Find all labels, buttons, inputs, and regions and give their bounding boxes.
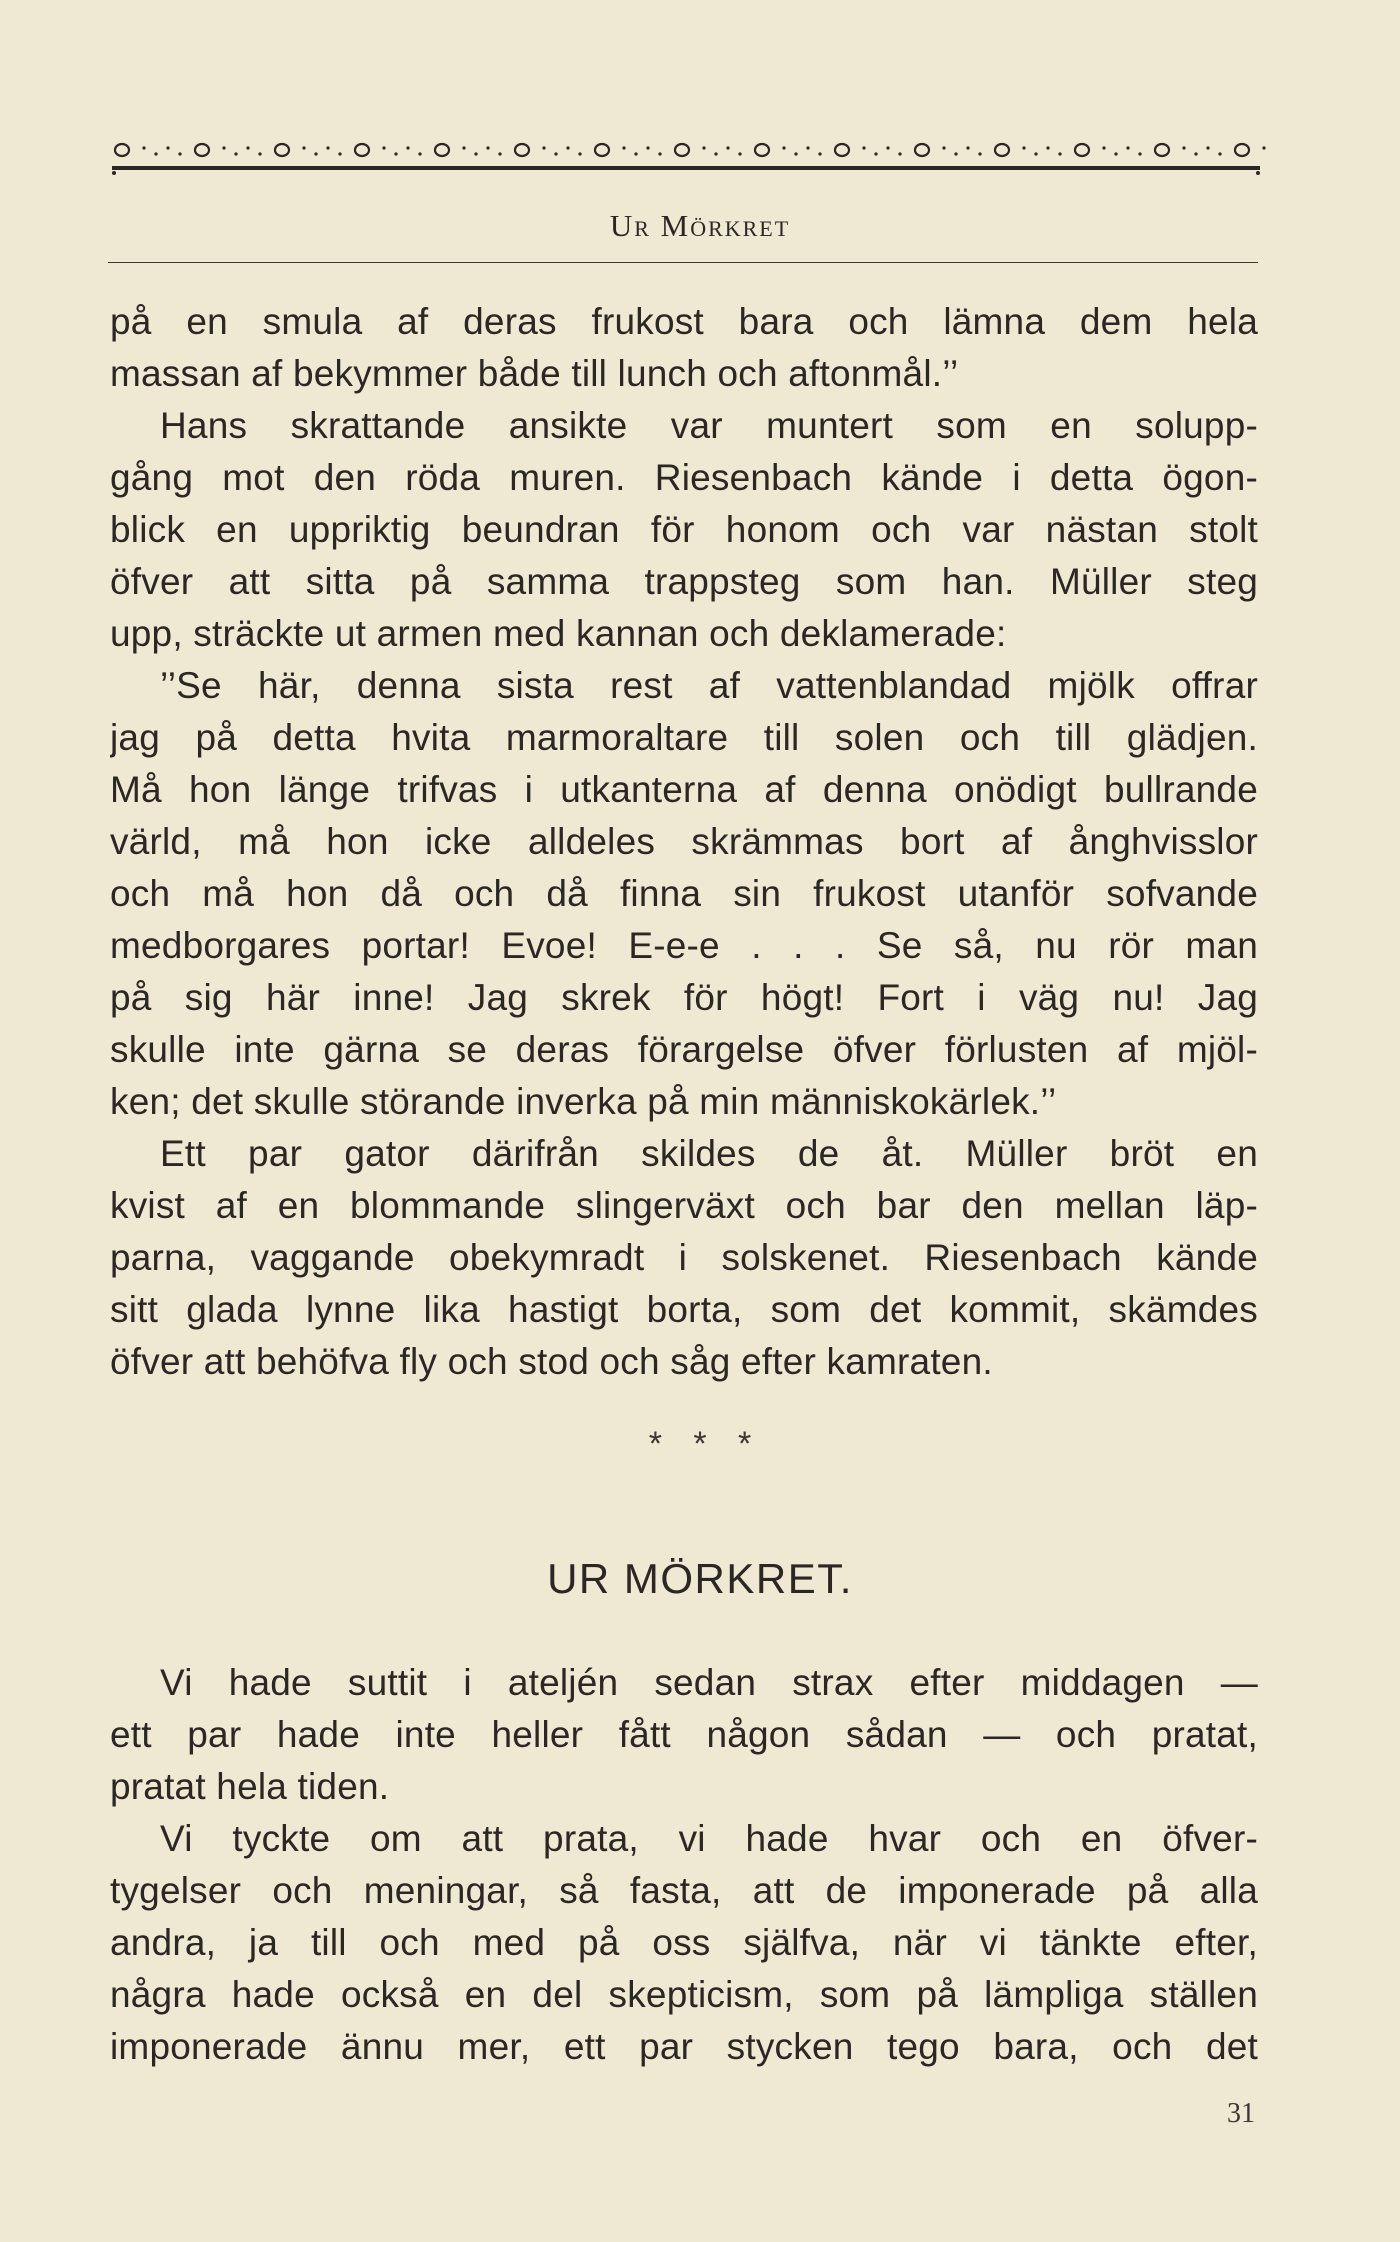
running-head: Ur Mörkret (609, 208, 791, 243)
text-line: Vi hade suttit i ateljén sedan strax efter middagen — (160, 1662, 1258, 1703)
text-line: tygelser och meningar, så fasta, att de imponerade på alla (110, 1870, 1258, 1911)
text-line: kvist af en blommande slingerväxt och bar den mellan läp- (110, 1185, 1258, 1226)
chain-border-ornament-icon (108, 128, 1266, 180)
text-block-top (110, 296, 1258, 1388)
text-line: ’’Se här, denna sista rest af vattenblandad mjölk offrar (160, 665, 1258, 706)
text-block-bottom (110, 1657, 1258, 2073)
text-line: massan af bekymmer både till lunch och aftonmål.’’ (110, 353, 959, 394)
text-line: några hade också en del skepticism, som på lämpliga ställen (110, 1974, 1258, 2015)
section-separator: * * * (648, 1425, 752, 1463)
text-line: Må hon länge trifvas i utkanterna af denna onödigt bullrande (110, 769, 1258, 810)
text-line: blick en uppriktig beundran för honom och var nästan stolt (110, 509, 1258, 550)
text-line: Hans skrattande ansikte var muntert som en solupp- (160, 405, 1258, 446)
text-line: ken; det skulle störande inverka på min människokärlek.’’ (110, 1081, 1057, 1122)
text-line: ett par hade inte heller fått någon sådan — och pratat, (110, 1714, 1258, 1755)
text-line: och må hon då och då finna sin frukost utanför sofvande (110, 873, 1258, 914)
text-line: på en smula af deras frukost bara och lämna dem hela (110, 301, 1258, 342)
text-line: sitt glada lynne lika hastigt borta, som det kommit, skämdes (110, 1289, 1258, 1330)
text-line: öfver att sitta på samma trappsteg som han. Müller steg (110, 561, 1258, 602)
text-line: andra, ja till och med på oss själfva, när vi tänkte efter, (110, 1922, 1258, 1963)
page-number: 31 (1227, 2098, 1255, 2129)
text-line: gång mot den röda muren. Riesenbach kände i detta ögon- (110, 457, 1258, 498)
header-rule (108, 262, 1258, 263)
text-line: imponerade ännu mer, ett par stycken tego bara, och det (110, 2026, 1258, 2067)
text-line: jag på detta hvita marmoraltare till solen och till glädjen. (110, 717, 1258, 758)
text-line: öfver att behöfva fly och stod och såg efter kamraten. (110, 1341, 993, 1382)
text-line: Ett par gator därifrån skildes de åt. Müller bröt en (160, 1133, 1258, 1174)
text-line: Vi tyckte om att prata, vi hade hvar och en öfver- (160, 1818, 1258, 1859)
text-line: på sig här inne! Jag skrek för högt! Fort i väg nu! Jag (110, 977, 1258, 1018)
text-line: upp, sträckte ut armen med kannan och deklamerade: (110, 613, 1007, 654)
chapter-title: UR MÖRKRET. (547, 1555, 853, 1602)
text-line: medborgares portar! Evoe! E-e-e . . . Se så, nu rör man (110, 925, 1258, 966)
text-line: värld, må hon icke alldeles skrämmas bort af ånghvisslor (110, 821, 1258, 862)
text-line: parna, vaggande obekymradt i solskenet. Riesenbach kände (110, 1237, 1258, 1278)
text-line: pratat hela tiden. (110, 1766, 390, 1807)
text-line: skulle inte gärna se deras förargelse öfver förlusten af mjöl- (110, 1029, 1258, 1070)
